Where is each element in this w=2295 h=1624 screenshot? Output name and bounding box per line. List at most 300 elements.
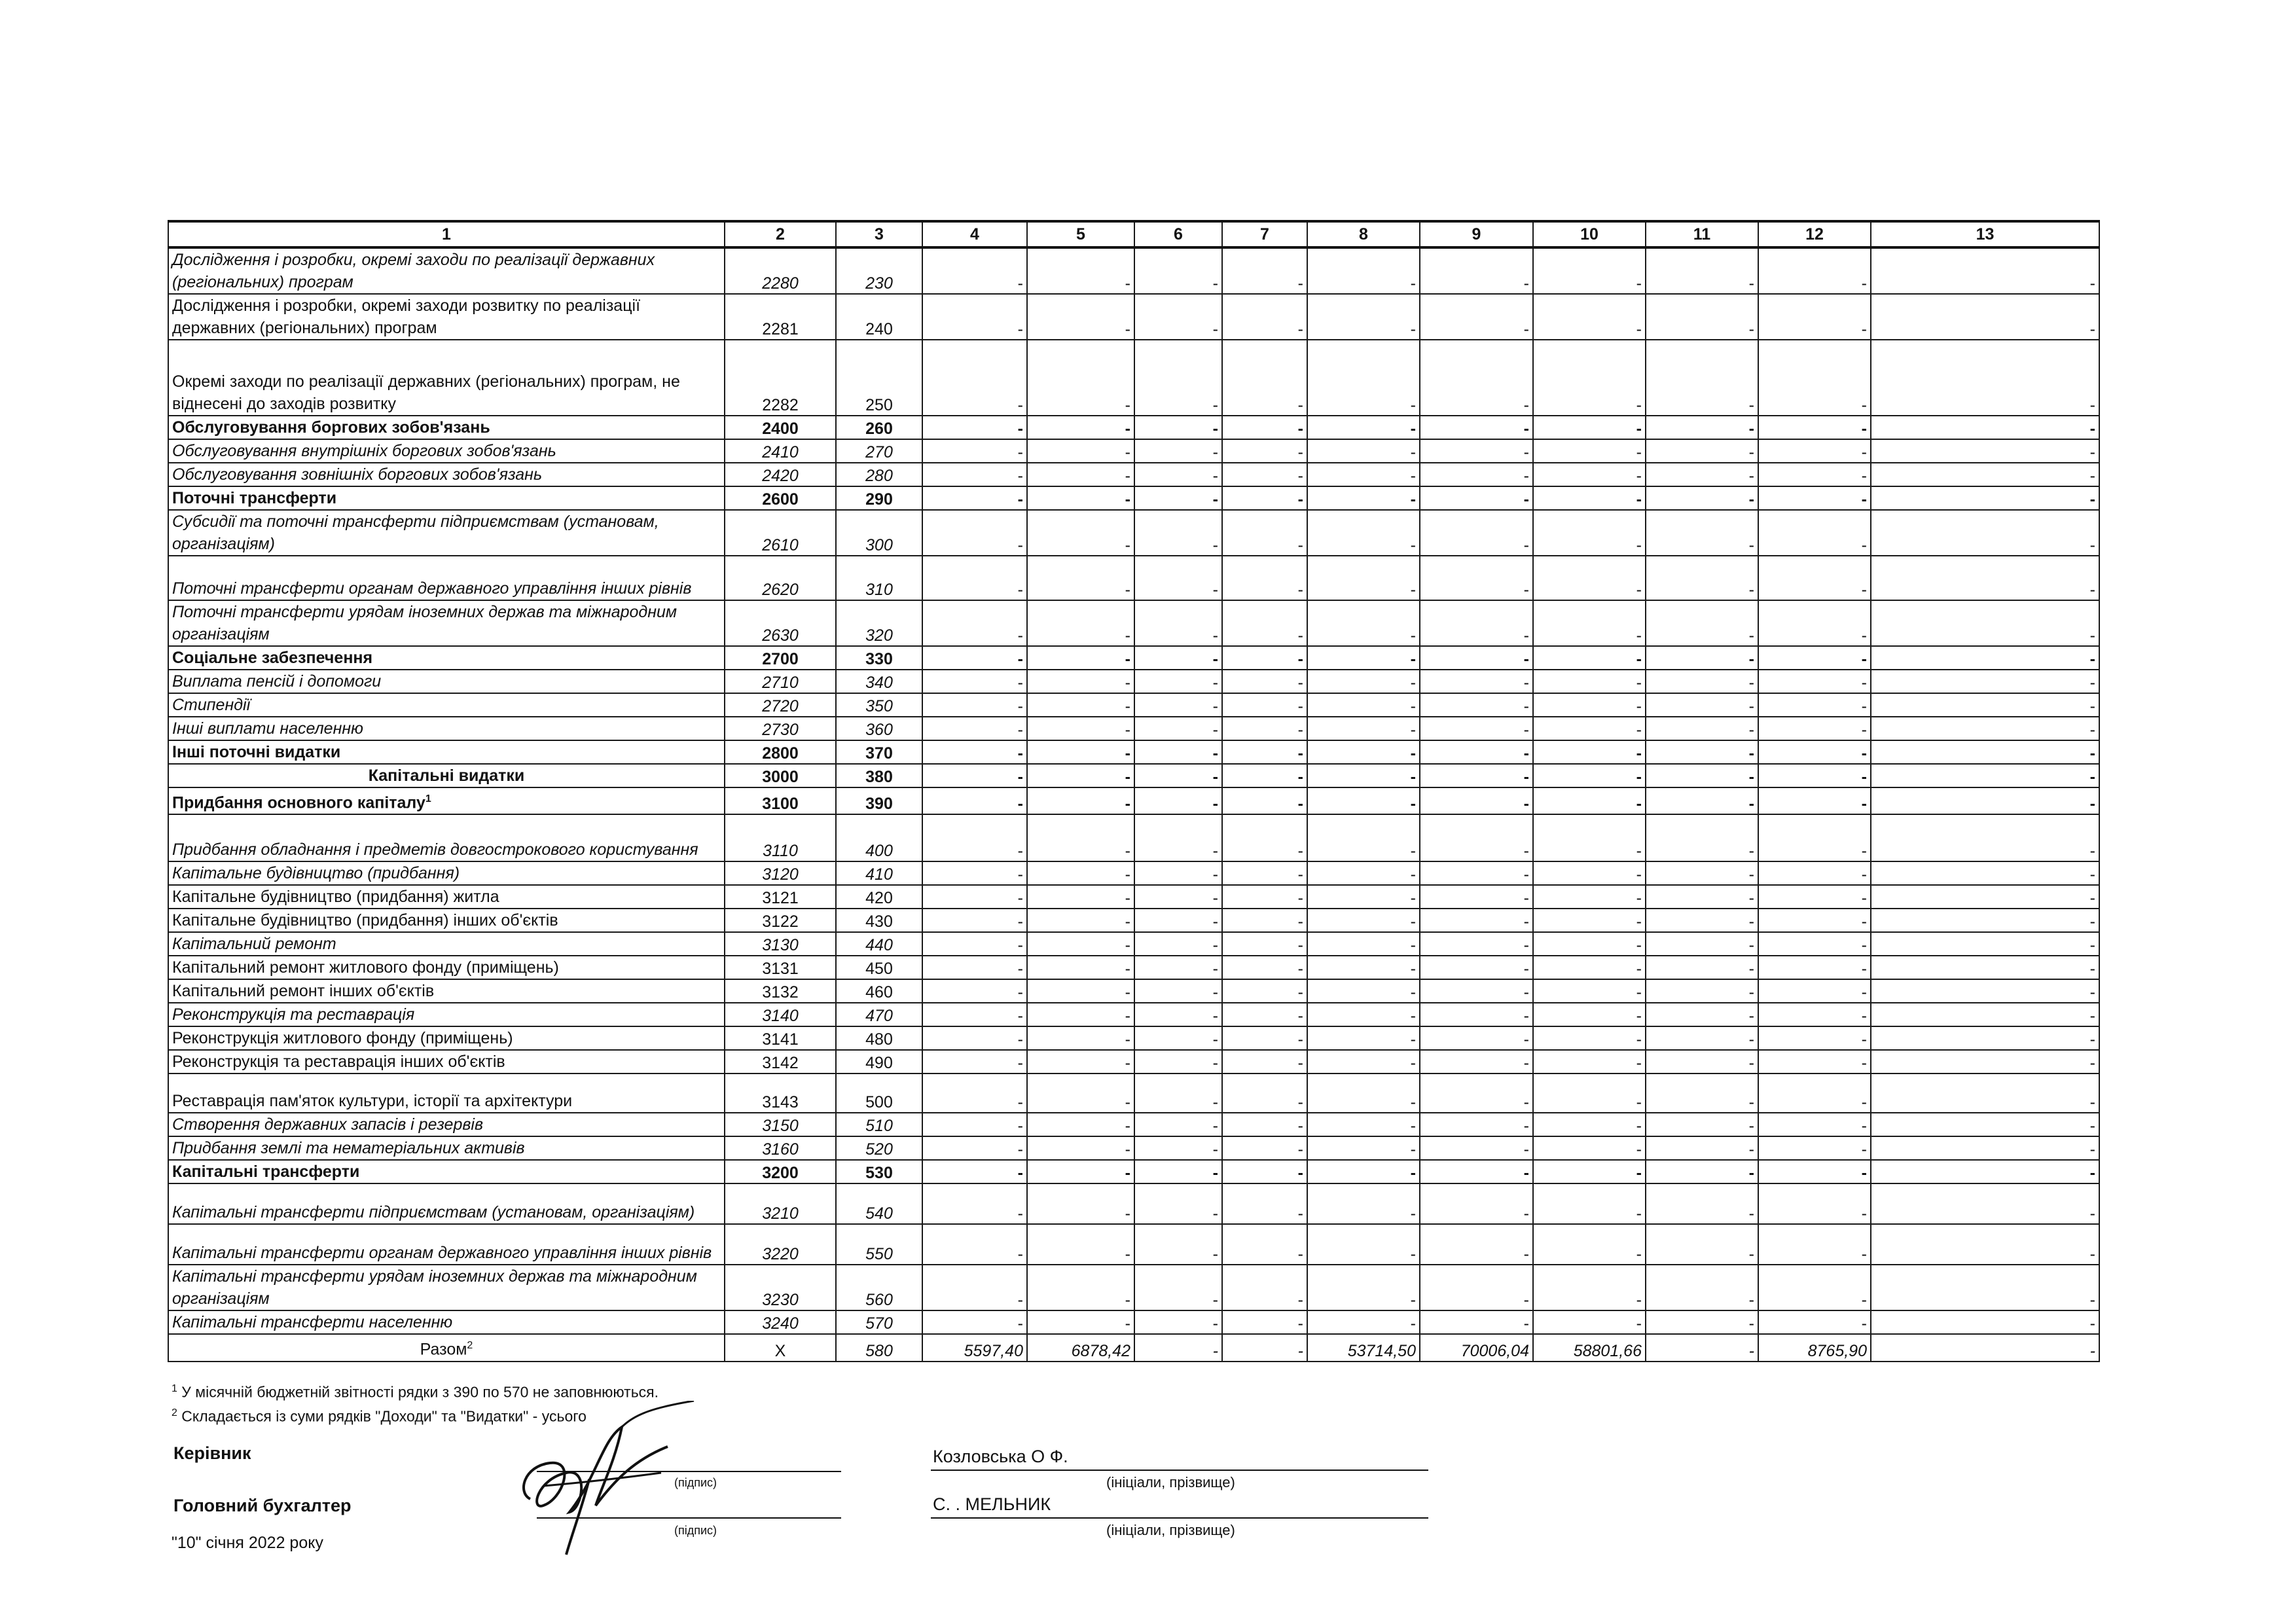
- row-value-col-10: -: [1533, 510, 1646, 556]
- column-header-8: 8: [1307, 221, 1420, 247]
- row-value-col-6: -: [1134, 670, 1222, 693]
- row-value-col-8: -: [1307, 439, 1420, 463]
- row-line-code: 250: [836, 340, 922, 416]
- row-kekv-code: Х: [725, 1334, 836, 1361]
- row-value-col-10: -: [1533, 764, 1646, 787]
- row-value-col-11: -: [1646, 510, 1758, 556]
- column-header-7: 7: [1222, 221, 1307, 247]
- table-row: [168, 1310, 2099, 1334]
- row-value-col-11: -: [1646, 717, 1758, 740]
- row-name: Обслуговування боргових зобов'язань: [168, 416, 725, 439]
- row-value-col-9: -: [1420, 340, 1533, 416]
- row-value-col-12: -: [1758, 787, 1871, 814]
- row-value-col-8: -: [1307, 861, 1420, 885]
- row-value-col-11: -: [1646, 1224, 1758, 1265]
- row-value-col-12: -: [1758, 861, 1871, 885]
- row-value-col-4: -: [922, 979, 1027, 1003]
- row-value-col-13: -: [1871, 1334, 2099, 1361]
- row-value-col-4: -: [922, 717, 1027, 740]
- row-value-col-11: -: [1646, 814, 1758, 861]
- row-value-col-8: -: [1307, 1265, 1420, 1310]
- row-value-col-4: -: [922, 1050, 1027, 1074]
- row-kekv-code: 2610: [725, 510, 836, 556]
- row-value-col-9: -: [1420, 646, 1533, 670]
- table-row: [168, 932, 2099, 956]
- row-value-col-11: -: [1646, 1160, 1758, 1183]
- row-value-col-7: -: [1222, 787, 1307, 814]
- row-value-col-7: -: [1222, 1160, 1307, 1183]
- row-name: Дослідження і розробки, окремі заходи по реалізації державних (регіональних) програм: [168, 247, 725, 294]
- row-value-col-6: -: [1134, 764, 1222, 787]
- row-value-col-9: -: [1420, 1050, 1533, 1074]
- row-line-code: 320: [836, 600, 922, 646]
- row-value-col-13: -: [1871, 1160, 2099, 1183]
- row-value-col-4: -: [922, 556, 1027, 600]
- row-kekv-code: 2280: [725, 247, 836, 294]
- row-value-col-11: -: [1646, 1334, 1758, 1361]
- column-header-3: 3: [836, 221, 922, 247]
- column-header-6: 6: [1134, 221, 1222, 247]
- row-value-col-8: -: [1307, 909, 1420, 932]
- row-kekv-code: 3143: [725, 1074, 836, 1113]
- row-value-col-8: -: [1307, 956, 1420, 979]
- row-name: Капітальні трансферти органам державного управління інших рівнів: [168, 1224, 725, 1265]
- table-row: [168, 885, 2099, 909]
- row-value-col-5: -: [1027, 885, 1134, 909]
- row-value-col-12: -: [1758, 1183, 1871, 1224]
- row-value-col-9: -: [1420, 1003, 1533, 1026]
- row-value-col-13: -: [1871, 932, 2099, 956]
- row-line-code: 330: [836, 646, 922, 670]
- row-line-code: 290: [836, 486, 922, 510]
- row-kekv-code: 3000: [725, 764, 836, 787]
- row-name: Капітальне будівництво (придбання): [168, 861, 725, 885]
- row-value-col-7: -: [1222, 510, 1307, 556]
- row-value-col-5: -: [1027, 909, 1134, 932]
- row-value-col-10: -: [1533, 1136, 1646, 1160]
- row-value-col-6: -: [1134, 1265, 1222, 1310]
- report-date: "10" січня 2022 року: [172, 1534, 323, 1552]
- row-value-col-11: -: [1646, 600, 1758, 646]
- row-value-col-10: -: [1533, 294, 1646, 340]
- head-name-line: [931, 1470, 1428, 1471]
- row-line-code: 280: [836, 463, 922, 486]
- row-kekv-code: 3210: [725, 1183, 836, 1224]
- row-value-col-10: -: [1533, 740, 1646, 764]
- column-header-5: 5: [1027, 221, 1134, 247]
- row-value-col-7: -: [1222, 463, 1307, 486]
- row-value-col-5: -: [1027, 247, 1134, 294]
- row-kekv-code: 2730: [725, 717, 836, 740]
- row-value-col-7: -: [1222, 556, 1307, 600]
- row-value-col-7: -: [1222, 717, 1307, 740]
- row-value-col-11: -: [1646, 1310, 1758, 1334]
- row-value-col-13: -: [1871, 1224, 2099, 1265]
- row-kekv-code: 2630: [725, 600, 836, 646]
- row-value-col-9: -: [1420, 1224, 1533, 1265]
- row-line-code: 370: [836, 740, 922, 764]
- row-value-col-5: -: [1027, 416, 1134, 439]
- row-value-col-12: -: [1758, 764, 1871, 787]
- row-value-col-4: -: [922, 787, 1027, 814]
- row-name: Придбання землі та нематеріальних активів: [168, 1136, 725, 1160]
- row-value-col-9: -: [1420, 861, 1533, 885]
- row-value-col-8: -: [1307, 416, 1420, 439]
- row-value-col-10: -: [1533, 463, 1646, 486]
- row-value-col-7: -: [1222, 247, 1307, 294]
- row-line-code: 230: [836, 247, 922, 294]
- row-name: Капітальні трансферти населенню: [168, 1310, 725, 1334]
- row-value-col-9: -: [1420, 1183, 1533, 1224]
- row-value-col-10: -: [1533, 932, 1646, 956]
- row-line-code: 530: [836, 1160, 922, 1183]
- row-value-col-13: -: [1871, 885, 2099, 909]
- table-row: [168, 1003, 2099, 1026]
- row-value-col-9: -: [1420, 486, 1533, 510]
- row-value-col-6: -: [1134, 1050, 1222, 1074]
- row-value-col-6: -: [1134, 510, 1222, 556]
- row-value-col-6: -: [1134, 340, 1222, 416]
- row-value-col-12: -: [1758, 340, 1871, 416]
- row-value-col-8: -: [1307, 247, 1420, 294]
- row-value-col-6: -: [1134, 600, 1222, 646]
- row-value-col-12: -: [1758, 463, 1871, 486]
- row-value-col-9: -: [1420, 787, 1533, 814]
- row-value-col-5: -: [1027, 670, 1134, 693]
- row-line-code: 360: [836, 717, 922, 740]
- row-value-col-13: -: [1871, 556, 2099, 600]
- row-value-col-8: -: [1307, 764, 1420, 787]
- row-value-col-9: -: [1420, 717, 1533, 740]
- row-value-col-4: -: [922, 764, 1027, 787]
- row-value-col-12: -: [1758, 1160, 1871, 1183]
- row-value-col-7: -: [1222, 294, 1307, 340]
- row-name: Поточні трансферти органам державного управління інших рівнів: [168, 556, 725, 600]
- row-value-col-7: -: [1222, 1136, 1307, 1160]
- row-value-col-10: -: [1533, 247, 1646, 294]
- table-row: [168, 294, 2099, 340]
- row-value-col-8: -: [1307, 1224, 1420, 1265]
- row-value-col-12: -: [1758, 439, 1871, 463]
- table-row: [168, 340, 2099, 416]
- row-value-col-11: -: [1646, 439, 1758, 463]
- table-body: [168, 247, 2099, 1362]
- row-name: Реконструкція житлового фонду (приміщень): [168, 1026, 725, 1050]
- row-name: Виплата пенсій і допомоги: [168, 670, 725, 693]
- row-value-col-13: -: [1871, 861, 2099, 885]
- row-value-col-11: -: [1646, 670, 1758, 693]
- row-value-col-12: 8765,90: [1758, 1334, 1871, 1361]
- row-value-col-7: -: [1222, 1183, 1307, 1224]
- row-kekv-code: 2800: [725, 740, 836, 764]
- row-value-col-13: -: [1871, 814, 2099, 861]
- row-value-col-5: -: [1027, 1003, 1134, 1026]
- row-name: Реконструкція та реставрація: [168, 1003, 725, 1026]
- row-value-col-4: -: [922, 510, 1027, 556]
- row-kekv-code: 3240: [725, 1310, 836, 1334]
- row-value-col-11: -: [1646, 486, 1758, 510]
- row-line-code: 420: [836, 885, 922, 909]
- table-row: [168, 1160, 2099, 1183]
- row-value-col-13: -: [1871, 1026, 2099, 1050]
- row-name: Інші поточні видатки: [168, 740, 725, 764]
- row-name: Капітальні видатки: [168, 764, 725, 787]
- row-value-col-13: -: [1871, 1003, 2099, 1026]
- row-value-col-5: -: [1027, 1160, 1134, 1183]
- row-value-col-12: -: [1758, 1224, 1871, 1265]
- row-line-code: 240: [836, 294, 922, 340]
- row-value-col-5: -: [1027, 1224, 1134, 1265]
- row-value-col-8: -: [1307, 1310, 1420, 1334]
- row-name: Реставрація пам'яток культури, історії та архітектури: [168, 1074, 725, 1113]
- row-value-col-8: -: [1307, 463, 1420, 486]
- row-value-col-8: -: [1307, 717, 1420, 740]
- row-value-col-8: 53714,50: [1307, 1334, 1420, 1361]
- row-value-col-9: -: [1420, 463, 1533, 486]
- row-value-col-7: -: [1222, 646, 1307, 670]
- table-row: [168, 1265, 2099, 1310]
- table-row: [168, 717, 2099, 740]
- row-value-col-13: -: [1871, 717, 2099, 740]
- row-kekv-code: 2400: [725, 416, 836, 439]
- row-value-col-13: -: [1871, 693, 2099, 717]
- row-value-col-12: -: [1758, 1113, 1871, 1136]
- row-value-col-5: -: [1027, 787, 1134, 814]
- row-value-col-13: -: [1871, 247, 2099, 294]
- row-value-col-11: -: [1646, 932, 1758, 956]
- row-value-col-11: -: [1646, 740, 1758, 764]
- row-value-col-6: -: [1134, 463, 1222, 486]
- row-value-col-6: -: [1134, 1113, 1222, 1136]
- row-value-col-8: -: [1307, 1113, 1420, 1136]
- row-value-col-9: -: [1420, 1074, 1533, 1113]
- row-name: Капітальний ремонт інших об'єктів: [168, 979, 725, 1003]
- row-value-col-12: -: [1758, 556, 1871, 600]
- row-value-col-8: -: [1307, 1050, 1420, 1074]
- row-value-col-12: -: [1758, 885, 1871, 909]
- row-value-col-10: -: [1533, 909, 1646, 932]
- table-row: [168, 600, 2099, 646]
- row-value-col-9: -: [1420, 885, 1533, 909]
- row-value-col-10: -: [1533, 556, 1646, 600]
- row-value-col-10: -: [1533, 1224, 1646, 1265]
- row-value-col-7: -: [1222, 1026, 1307, 1050]
- row-kekv-code: 2710: [725, 670, 836, 693]
- row-value-col-7: -: [1222, 740, 1307, 764]
- column-header-11: 11: [1646, 221, 1758, 247]
- row-name: Капітальний ремонт: [168, 932, 725, 956]
- row-line-code: 550: [836, 1224, 922, 1265]
- row-value-col-4: -: [922, 693, 1027, 717]
- row-value-col-7: -: [1222, 1074, 1307, 1113]
- row-name: Поточні трансферти: [168, 486, 725, 510]
- row-value-col-13: -: [1871, 510, 2099, 556]
- row-line-code: 510: [836, 1113, 922, 1136]
- row-value-col-8: -: [1307, 932, 1420, 956]
- row-value-col-8: -: [1307, 1026, 1420, 1050]
- row-value-col-8: -: [1307, 340, 1420, 416]
- row-value-col-4: -: [922, 909, 1027, 932]
- row-value-col-12: -: [1758, 670, 1871, 693]
- row-value-col-8: -: [1307, 510, 1420, 556]
- column-header-9: 9: [1420, 221, 1533, 247]
- row-kekv-code: 3160: [725, 1136, 836, 1160]
- row-value-col-10: 58801,66: [1533, 1334, 1646, 1361]
- row-value-col-6: -: [1134, 1183, 1222, 1224]
- row-value-col-13: -: [1871, 1310, 2099, 1334]
- row-value-col-6: -: [1134, 956, 1222, 979]
- row-value-col-5: -: [1027, 932, 1134, 956]
- row-line-code: 350: [836, 693, 922, 717]
- row-value-col-4: -: [922, 600, 1027, 646]
- row-value-col-7: -: [1222, 416, 1307, 439]
- row-value-col-7: -: [1222, 693, 1307, 717]
- row-value-col-9: -: [1420, 693, 1533, 717]
- row-value-col-4: -: [922, 1183, 1027, 1224]
- row-value-col-6: -: [1134, 814, 1222, 861]
- row-kekv-code: 3200: [725, 1160, 836, 1183]
- row-kekv-code: 2410: [725, 439, 836, 463]
- row-value-col-11: -: [1646, 787, 1758, 814]
- row-kekv-code: 3131: [725, 956, 836, 979]
- row-value-col-9: -: [1420, 814, 1533, 861]
- row-value-col-10: -: [1533, 814, 1646, 861]
- table-row: [168, 1136, 2099, 1160]
- row-value-col-12: -: [1758, 1026, 1871, 1050]
- row-name: Капітальні трансферти урядам іноземних держав та міжнародним організаціям: [168, 1265, 725, 1310]
- row-value-col-8: -: [1307, 740, 1420, 764]
- row-value-col-11: -: [1646, 885, 1758, 909]
- row-value-col-6: -: [1134, 1334, 1222, 1361]
- column-header-1: 1: [168, 221, 725, 247]
- row-value-col-5: -: [1027, 956, 1134, 979]
- column-header-13: 13: [1871, 221, 2099, 247]
- row-value-col-5: -: [1027, 510, 1134, 556]
- row-value-col-13: -: [1871, 740, 2099, 764]
- row-value-col-11: -: [1646, 979, 1758, 1003]
- row-value-col-13: -: [1871, 439, 2099, 463]
- row-name: Капітальні трансферти підприємствам (установам, організаціям): [168, 1183, 725, 1224]
- row-value-col-4: -: [922, 1026, 1027, 1050]
- table-row: [168, 439, 2099, 463]
- row-value-col-5: -: [1027, 463, 1134, 486]
- row-value-col-11: -: [1646, 1003, 1758, 1026]
- row-value-col-4: -: [922, 416, 1027, 439]
- table-row: [168, 556, 2099, 600]
- row-value-col-4: -: [922, 439, 1027, 463]
- row-value-col-5: 6878,42: [1027, 1334, 1134, 1361]
- row-name: Реконструкція та реставрація інших об'єктів: [168, 1050, 725, 1074]
- row-value-col-10: -: [1533, 861, 1646, 885]
- row-value-col-4: -: [922, 247, 1027, 294]
- row-value-col-7: -: [1222, 764, 1307, 787]
- row-value-col-10: -: [1533, 693, 1646, 717]
- row-value-col-4: -: [922, 1136, 1027, 1160]
- table-row: [168, 814, 2099, 861]
- row-value-col-8: -: [1307, 1183, 1420, 1224]
- row-value-col-9: -: [1420, 1265, 1533, 1310]
- row-line-code: 460: [836, 979, 922, 1003]
- row-kekv-code: 3100: [725, 787, 836, 814]
- row-line-code: 520: [836, 1136, 922, 1160]
- row-value-col-7: -: [1222, 814, 1307, 861]
- row-value-col-12: -: [1758, 717, 1871, 740]
- row-value-col-10: -: [1533, 1050, 1646, 1074]
- row-line-code: 270: [836, 439, 922, 463]
- row-value-col-11: -: [1646, 909, 1758, 932]
- row-value-col-11: -: [1646, 1113, 1758, 1136]
- row-value-col-7: -: [1222, 486, 1307, 510]
- footnote-1: $^1$ У місячній бюджетній звітності рядки з 390 по 570 не заповнюються.: [172, 1383, 659, 1401]
- row-value-col-12: -: [1758, 814, 1871, 861]
- head-name-caption: (ініціали, прізвище): [1106, 1474, 1235, 1490]
- row-value-col-4: -: [922, 1310, 1027, 1334]
- row-value-col-9: -: [1420, 932, 1533, 956]
- table-row: [168, 416, 2099, 439]
- row-value-col-7: -: [1222, 1050, 1307, 1074]
- table-row: [168, 510, 2099, 556]
- row-kekv-code: 3150: [725, 1113, 836, 1136]
- row-line-code: 560: [836, 1265, 922, 1310]
- row-value-col-9: -: [1420, 1026, 1533, 1050]
- row-name: Капітальне будівництво (придбання) житла: [168, 885, 725, 909]
- row-value-col-4: -: [922, 932, 1027, 956]
- row-value-col-9: -: [1420, 416, 1533, 439]
- row-value-col-9: -: [1420, 670, 1533, 693]
- row-value-col-13: -: [1871, 294, 2099, 340]
- row-value-col-5: -: [1027, 294, 1134, 340]
- row-value-col-6: -: [1134, 1224, 1222, 1265]
- row-name: Обслуговування внутрішніх боргових зобов'язань: [168, 439, 725, 463]
- column-header-10: 10: [1533, 221, 1646, 247]
- row-kekv-code: 2720: [725, 693, 836, 717]
- row-value-col-7: -: [1222, 956, 1307, 979]
- row-value-col-7: -: [1222, 1113, 1307, 1136]
- row-value-col-7: -: [1222, 340, 1307, 416]
- row-value-col-4: -: [922, 861, 1027, 885]
- row-value-col-8: -: [1307, 1160, 1420, 1183]
- row-value-col-10: -: [1533, 646, 1646, 670]
- row-name: Придбання основного капіталу$^1$: [168, 787, 725, 814]
- row-line-code: 450: [836, 956, 922, 979]
- row-line-code: 400: [836, 814, 922, 861]
- row-name: Обслуговування зовнішніх боргових зобов'язань: [168, 463, 725, 486]
- table-row: [168, 247, 2099, 294]
- row-value-col-9: -: [1420, 740, 1533, 764]
- table-row: [168, 740, 2099, 764]
- row-value-col-10: -: [1533, 979, 1646, 1003]
- row-value-col-12: -: [1758, 1074, 1871, 1113]
- table-row: [168, 463, 2099, 486]
- row-value-col-9: 70006,04: [1420, 1334, 1533, 1361]
- row-value-col-7: -: [1222, 885, 1307, 909]
- row-value-col-4: -: [922, 1113, 1027, 1136]
- row-value-col-12: -: [1758, 1310, 1871, 1334]
- row-value-col-11: -: [1646, 1265, 1758, 1310]
- row-value-col-7: -: [1222, 1310, 1307, 1334]
- row-value-col-12: -: [1758, 1003, 1871, 1026]
- row-value-col-10: -: [1533, 1003, 1646, 1026]
- row-kekv-code: 3230: [725, 1265, 836, 1310]
- row-value-col-4: -: [922, 340, 1027, 416]
- row-value-col-4: -: [922, 1003, 1027, 1026]
- row-value-col-6: -: [1134, 932, 1222, 956]
- row-line-code: 490: [836, 1050, 922, 1074]
- row-value-col-4: -: [922, 646, 1027, 670]
- row-value-col-13: -: [1871, 979, 2099, 1003]
- row-value-col-12: -: [1758, 247, 1871, 294]
- row-value-col-6: -: [1134, 1026, 1222, 1050]
